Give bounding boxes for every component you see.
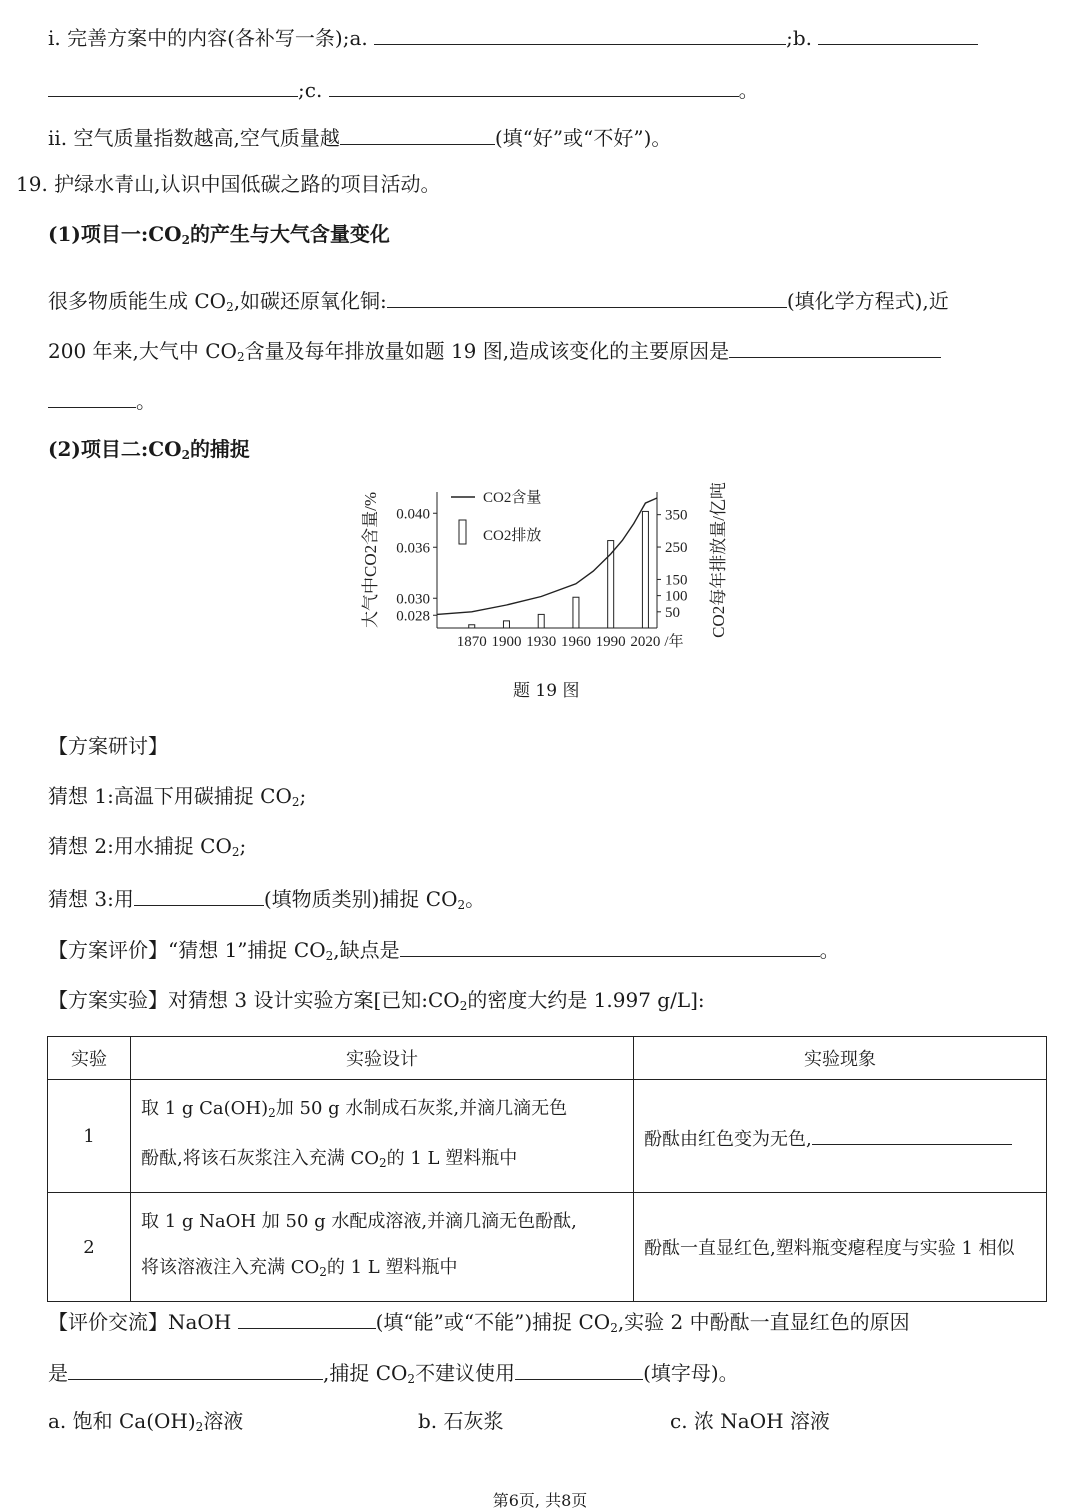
answer-blank-ii[interactable]	[340, 122, 495, 145]
row2-phenomenon: 酚酞一直显红色,塑料瓶变瘪程度与实验 1 相似	[634, 1193, 1047, 1302]
right-tick-label: 100	[665, 588, 688, 605]
co2-content-line	[437, 498, 657, 614]
subscript: 2	[325, 949, 334, 963]
left-axis-title: 大气中CO2含量/%	[361, 492, 380, 628]
subscript: 2	[231, 845, 240, 859]
emission-bar	[642, 511, 648, 628]
period: 。	[738, 78, 759, 102]
figure-caption: 题 19 图	[513, 681, 580, 701]
option-a-text: a. 饱和 Ca(OH)	[48, 1409, 196, 1433]
period: 。	[819, 938, 840, 962]
p1-text-b: ,如碳还原氧化铜:	[233, 289, 387, 313]
q18-i-line1	[48, 22, 978, 52]
experiment-table	[47, 1036, 1047, 1302]
eval-text-b: ,缺点是	[333, 938, 400, 962]
legend-co2-emission: CO2排放	[483, 528, 542, 544]
q19-title-text: 19. 护绿水青山,认识中国低碳之路的项目活动。	[16, 172, 441, 196]
equation-blank[interactable]	[387, 285, 787, 308]
answer-blank-c[interactable]	[329, 74, 739, 97]
letter-blank[interactable]	[515, 1357, 643, 1380]
subscript: 2	[457, 898, 466, 912]
q18-a-label: ;a.	[342, 26, 368, 50]
legend-bar-sample	[459, 520, 466, 544]
answer-blank-b-cont[interactable]	[48, 74, 298, 97]
p1-text-d: 200 年来,大气中 CO	[48, 339, 237, 363]
header-phenomenon: 实验现象	[634, 1037, 1047, 1080]
guess3-text-b: (填物质类别)捕捉 CO	[263, 887, 458, 911]
part1-title-a: (1)项目一:CO	[48, 222, 182, 246]
x-tick-label: 1900	[491, 634, 522, 650]
left-tick-label: 0.036	[396, 540, 430, 557]
experiment-intro	[48, 986, 705, 1020]
row2-design	[131, 1193, 634, 1302]
guess-3	[48, 883, 485, 919]
row1-design-c: 酚酞,将该石灰浆注入充满 CO	[141, 1148, 379, 1169]
subscript: 2	[181, 233, 190, 247]
x-tick-label: 1870	[456, 634, 487, 650]
exp-intro-b: 的密度大约是 1.997 g/L]:	[467, 988, 705, 1012]
option-a	[48, 1407, 243, 1441]
q18-i-line2	[48, 74, 759, 104]
left-tick-label: 0.040	[396, 506, 430, 523]
exp-intro-a: 【方案实验】对猜想 3 设计实验方案[已知:CO	[48, 988, 460, 1012]
q18-ii-prefix: ii. 空气质量指数越高,空气质量越	[48, 126, 340, 150]
right-tick-label: 50	[665, 604, 680, 621]
period: 。	[465, 887, 486, 911]
drawback-blank[interactable]	[400, 934, 820, 957]
emission-bar	[503, 621, 509, 628]
part1-title-b: 的产生与大气含量变化	[189, 222, 390, 246]
p1-text-a: 很多物质能生成 CO	[48, 289, 227, 313]
subscript: 2	[181, 448, 190, 462]
part2-title-a: (2)项目二:CO	[48, 437, 182, 461]
row1-design-a: 取 1 g Ca(OH)	[141, 1098, 269, 1119]
emission-bar	[573, 597, 579, 628]
header-experiment: 实验	[48, 1037, 131, 1080]
row1-obs-text: 酚酞由红色变为无色,	[644, 1128, 812, 1150]
exchange2-c: 不建议使用	[415, 1361, 516, 1385]
option-c: c. 浓 NaOH 溶液	[670, 1409, 830, 1433]
x-tick-label: 1990	[595, 634, 626, 650]
exchange-a: 【评价交流】NaOH	[48, 1310, 232, 1334]
subscript: 2	[610, 1321, 618, 1335]
row2-number: 2	[48, 1193, 131, 1302]
right-tick-label: 250	[665, 540, 688, 557]
answer-blank-b[interactable]	[818, 22, 978, 45]
row1-phenomenon	[634, 1080, 1047, 1193]
subscript: 2	[407, 1372, 416, 1386]
part2-title	[48, 435, 250, 469]
right-tick-label: 150	[665, 572, 688, 589]
guess1-text: 猜想 1:高温下用碳捕捉 CO	[48, 784, 292, 808]
row1-design-b: 加 50 g 水制成石灰浆,并滴几滴无色	[275, 1098, 568, 1119]
p1-line2	[48, 335, 941, 371]
semicolon: ;	[299, 784, 307, 808]
table-header-row	[48, 1037, 1047, 1080]
subscript: 2	[195, 1420, 204, 1434]
left-tick-label: 0.030	[396, 591, 430, 608]
p1-text-e: 含量及每年排放量如题 19 图,造成该变化的主要原因是	[244, 339, 730, 363]
subscript: 2	[378, 1156, 387, 1170]
subscript: 2	[291, 795, 300, 809]
guess3-text-a: 猜想 3:用	[48, 887, 134, 911]
q18-b-label: ;b.	[786, 26, 813, 50]
exchange-line1	[48, 1306, 910, 1342]
p1-line1	[48, 285, 949, 321]
period: 。	[136, 389, 156, 413]
subscript: 2	[226, 300, 234, 314]
p1-text-c: (填化学方程式),近	[786, 289, 949, 313]
exchange-c: ,实验 2 中酚酞一直显红色的原因	[617, 1310, 910, 1334]
co2-chart	[340, 480, 760, 660]
reason-blank[interactable]	[729, 335, 941, 358]
left-tick-label: 0.028	[396, 608, 430, 625]
semicolon: ;	[239, 834, 247, 858]
x-tick-label: 1930	[526, 634, 557, 650]
legend-co2-content: CO2含量	[483, 490, 542, 506]
can-cannot-blank[interactable]	[238, 1306, 376, 1329]
subscript: 2	[268, 1106, 276, 1120]
cause-blank[interactable]	[68, 1357, 323, 1380]
exchange-b: (填“能”或“不能”)捕捉 CO	[375, 1310, 611, 1334]
table-row	[48, 1080, 1047, 1193]
phenomenon-blank[interactable]	[812, 1122, 1012, 1145]
q18-c-label: ;c.	[298, 78, 323, 102]
row2-design-a: 取 1 g NaOH 加 50 g 水配成溶液,并滴几滴无色酚酞,	[141, 1211, 577, 1232]
q18-i-prefix: i. 完善方案中的内容(各补写一条)	[48, 26, 343, 50]
row1-number: 1	[48, 1080, 131, 1193]
q18-ii-suffix: (填“好”或“不好”)。	[494, 126, 672, 150]
substance-class-blank[interactable]	[134, 883, 264, 906]
q19-title	[16, 170, 441, 198]
p1-line3	[48, 385, 156, 415]
guess-2	[48, 832, 246, 866]
exchange-line2	[48, 1357, 739, 1393]
part2-title-b: 的捕捉	[189, 437, 250, 461]
row1-design	[131, 1080, 634, 1193]
exchange2-b: ,捕捉 CO	[323, 1361, 408, 1385]
answer-blank-a[interactable]	[374, 22, 786, 45]
row2-design-c: 的 1 L 塑料瓶中	[326, 1257, 458, 1278]
x-tick-label: 1960	[560, 634, 591, 650]
subscript: 2	[236, 350, 245, 364]
emission-bar	[469, 625, 475, 628]
option-a-text2: 溶液	[203, 1409, 244, 1433]
discussion-header: 【方案研讨】	[48, 734, 168, 758]
right-tick-label: 350	[665, 507, 688, 524]
guess2-text: 猜想 2:用水捕捉 CO	[48, 834, 232, 858]
subscript: 2	[459, 999, 468, 1013]
page-footer: 第6页, 共8页	[492, 1491, 588, 1510]
table-row	[48, 1193, 1047, 1302]
guess-1	[48, 782, 306, 816]
reason-blank-cont[interactable]	[48, 385, 136, 408]
part1-title	[48, 220, 390, 254]
subscript: 2	[319, 1265, 327, 1279]
option-b: b. 石灰浆	[418, 1409, 504, 1433]
row1-design-d: 的 1 L 塑料瓶中	[386, 1148, 518, 1169]
right-axis-title: CO2每年排放量/亿吨	[709, 482, 728, 638]
x-unit-label: /年	[664, 634, 684, 650]
q18-ii-line	[48, 122, 671, 152]
emission-bar	[538, 614, 544, 628]
exchange2-d: (填字母)。	[643, 1361, 739, 1385]
row2-design-b: 将该溶液注入充满 CO	[141, 1257, 320, 1278]
exchange2-a: 是	[48, 1361, 68, 1385]
eval-text-a: 【方案评价】“猜想 1”捕捉 CO	[48, 938, 326, 962]
header-design: 实验设计	[131, 1037, 634, 1080]
evaluation-line	[48, 934, 840, 970]
x-tick-label: 2020	[630, 634, 661, 650]
